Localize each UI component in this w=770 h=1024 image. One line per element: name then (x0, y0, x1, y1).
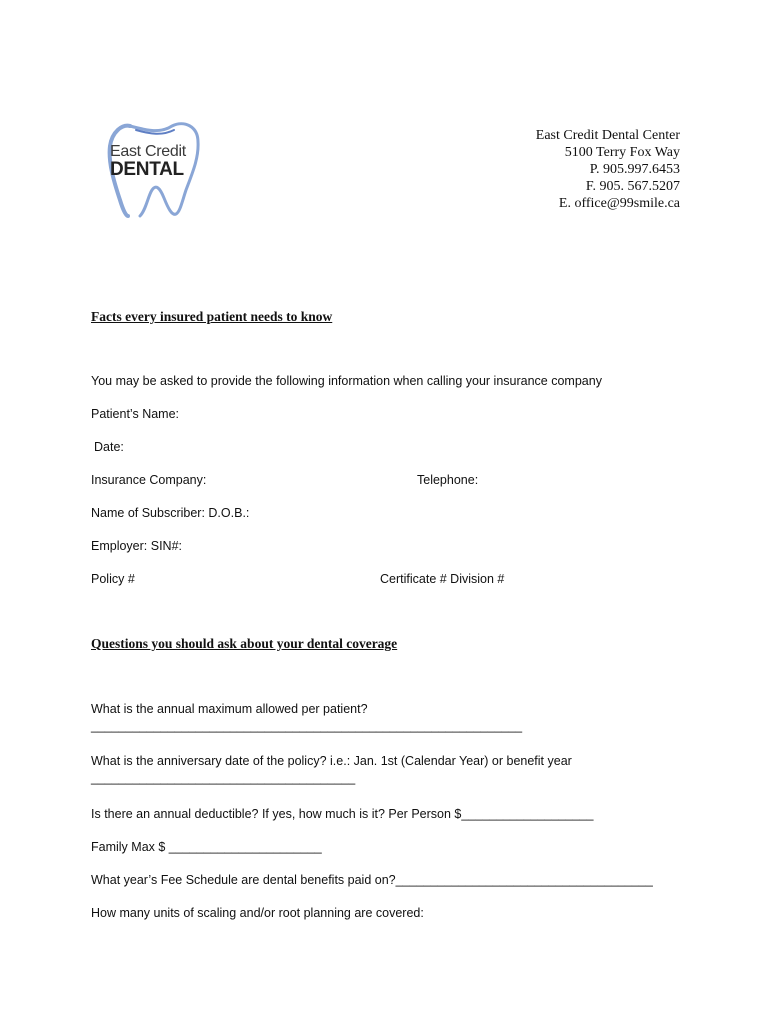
clinic-street: 5100 Terry Fox Way (564, 145, 680, 160)
telephone-label: Telephone: (417, 473, 479, 487)
question-deductible: Is there an annual deductible? If yes, how much is it? Per Person $___________________ (91, 807, 594, 821)
clinic-address (536, 127, 680, 212)
answer-line-anniversary: ______________________________________ (91, 771, 356, 785)
section1-intro: You may be asked to provide the following information when calling your insurance company (91, 374, 602, 388)
clinic-email: E. office@99smile.ca (558, 196, 680, 211)
question-fee-schedule: What year’s Fee Schedule are dental benefits paid on?_____________________________________ (91, 873, 653, 887)
question-annual-max: What is the annual maximum allowed per patient? (91, 702, 368, 716)
clinic-logo (100, 112, 212, 224)
section2-heading: Questions you should ask about your dental coverage (91, 636, 398, 651)
certificate-label: Certificate # Division # (380, 572, 505, 586)
patient-name-label: Patient’s Name: (91, 407, 180, 421)
logo-line2: DENTAL (110, 159, 184, 180)
answer-line-annual-max: ______________________________________________________________ (91, 719, 523, 733)
section1-heading: Facts every insured patient needs to know (91, 309, 333, 324)
policy-label: Policy # (91, 572, 135, 586)
subscriber-label: Name of Subscriber: D.O.B.: (91, 506, 250, 520)
question-family-max: Family Max $ ______________________ (91, 840, 322, 854)
question-scaling: How many units of scaling and/or root planning are covered: (91, 906, 424, 920)
clinic-fax: F. 905. 567.5207 (585, 179, 680, 194)
date-label: Date: (94, 440, 124, 454)
logo-line1: East Credit (110, 143, 186, 160)
clinic-phone: P. 905.997.6453 (589, 162, 680, 177)
clinic-name: East Credit Dental Center (535, 128, 680, 143)
employer-label: Employer: SIN#: (91, 539, 183, 553)
question-anniversary: What is the anniversary date of the policy? i.e.: Jan. 1st (Calendar Year) or benefit year (91, 754, 572, 768)
insurance-company-label: Insurance Company: (91, 473, 207, 487)
